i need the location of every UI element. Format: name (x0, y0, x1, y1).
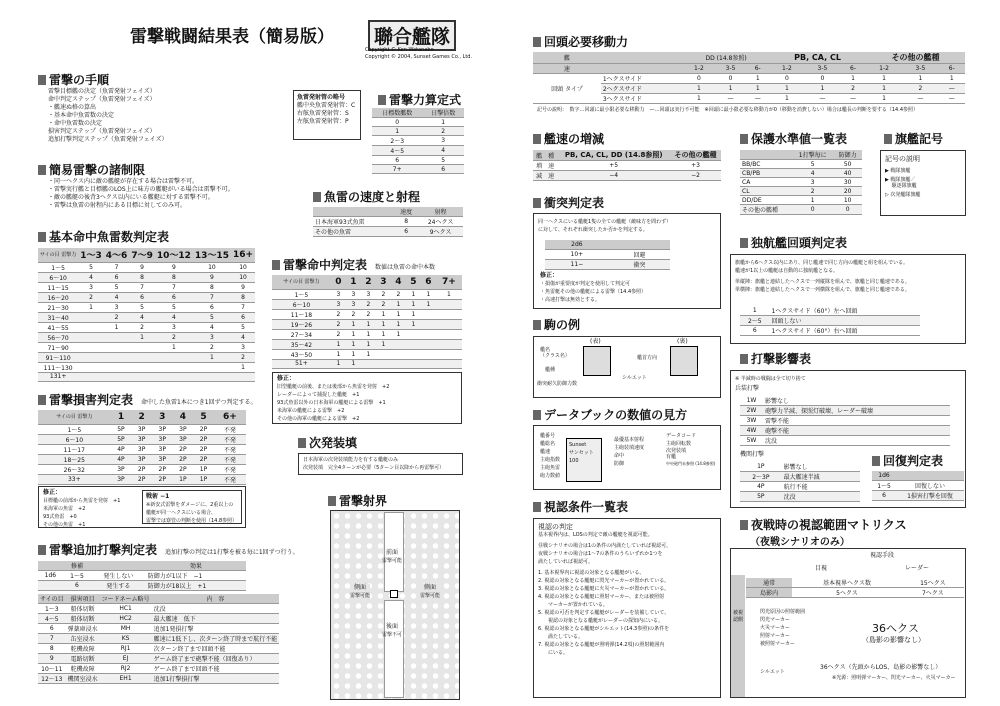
blow-box: ※ 半減時の戦闘は全て切り捨て 兵装打撃 (730, 370, 966, 508)
solo-heading: 独航艦回頭判定表 (740, 236, 847, 250)
piece-label-type: 艦種 (545, 367, 556, 373)
solo-table: 1 1ヘクスサイド（60°）左へ回頭 2〜5 回頭しない 6 1ヘクスサイド（60°）右へ回頭 (740, 306, 920, 336)
accel-table: 艦 種 PB, CA, CL, DD (14.8参照) その他の艦種 増 速 +5 +3 減 速 −4 −2 (533, 150, 721, 181)
databook-heading: データブックの数値の見方 (533, 408, 687, 422)
damage-heading: 雷撃損害判定表 命中した魚雷1本につき1回ずつ判定する。 (38, 393, 257, 410)
night-sil: シルエット (760, 669, 785, 675)
night-side: 被視認側 (733, 610, 744, 623)
arc-rear: 後面 雷撃不可 (382, 623, 403, 638)
flag-box: 記号の説明 ▶ 戦隊旗艦 ▶ 戦隊旗艦／ 駆逐隊旗艦 ▷ 次発艦隊旗艦 (880, 150, 966, 216)
collision-heading: 衝突判定表 (533, 196, 604, 210)
night-sil-note: ※光源：照明弾マーカー、閃光マーカー、火災マーカー (832, 675, 956, 681)
piece-back-label: (裏) (677, 338, 688, 345)
hit-table: サイの目 雷撃力 0 1 2 3 4 5 6 7+ 1〜5 3 3 3 2 2 1 1 1 6〜10 3 3 2 2 1 1 1 11〜18 2 2 2 1 1 1 19〜26 2 1 1 1 1 1 27〜34 2 1 1 1 1 35〜42 1 1 1 1 43〜50 1 1 1 51+ 1 1 (272, 275, 462, 369)
procedure-list: 雷撃目標艦の決定（魚雷発射フェイズ） 命中判定ステップ（魚雷発射フェイズ） ・艦速ぬ格の算出 ・基本命中魚雷数の決定 ・命中魚雷数の決定 損害判定ステップ（魚雷発射フェイズ） 追加打撃判定ステップ（魚雷発射フェイズ） (48, 88, 168, 143)
blow-table-2: 1P 影響なし 2〜3P 最大艦速半減 4P 航行不能 5P 沈没 (740, 462, 860, 502)
flag-heading: 旗艦記号 (884, 132, 943, 146)
night-group: 閃光原因の照射範囲 閃光マーカー 火災マーカー 照射マーカー 被照射マーカー (760, 609, 806, 647)
night-table: 通常 基本視界ヘクス数 15ヘクス 島影内 5ヘクス 7ヘクス (746, 578, 964, 598)
damage-table: サイの目 雷撃力 1 2 3 4 5 6+ 1〜5 5P 3P 3P 3P 2P 不発 6〜10 5P 3P 3P 3P 2P 不発 11〜17 4P 3P 3P 2P 2P 不発 18〜25 4P 3P 3P 2P 2P 不発 26〜32 3P 2P 2P 2P 1P 不発 33+ 3P 2P 2P 1P 1P 不発 (38, 410, 246, 485)
page-title: 雷撃戦闘結果表（簡易版） (130, 27, 334, 47)
damage-mods2: 戦術 −1 ※新安式雷撃をダメージに、2重以上の 艦艇が同一ヘクスにいる場合、 雷撃では寮管の判断を使用（14.8参照） (142, 490, 242, 524)
hit-mods: 修正： 旧型艦艇の前後、または後部から魚雷を発射 +2 レーダーによって捕捉した艦艇 +1 93式魚雷以外の日本海軍の艦艇による雷撃 +1 米海軍の艦艇による雷撃 +2 その他の海軍の艦艇による雷撃 +2 (272, 372, 462, 424)
piece-front-label: (表) (590, 338, 601, 345)
arc-ship-marker (390, 590, 398, 598)
blow-heading: 打撃影響表 (740, 352, 811, 366)
protect-table: 1打撃毎に 防御力 BB/BC 5 50 CB/PB 4 40 CA 3 30 CL 2 20 DD/DE 1 10 その他の艦種 0 0 (740, 150, 862, 215)
piece-label-dir: 艦首方向 (637, 355, 658, 361)
night-side-bar (731, 575, 745, 697)
logo: 聯合艦隊 (368, 20, 456, 51)
simple-heading: 簡易雷撃の諸制限 (38, 163, 145, 177)
hit-heading: 雷撃命中判定表 数値は魚雷の命中本数 (272, 258, 435, 275)
power-table: 日標数艦数 日撃倍数 0 1 1 2 2〜3 3 4〜5 4 6 5 7+ 6 (372, 108, 464, 174)
turn-table: 艦 DD (14.8参照) PB, CA, CL その他の艦種 速 1-2 3-5 6- 1-2 3-5 6- 1-2 3-5 6- 回頭 タイプ 1ヘクスサイド 0 0 1 0 0 1 1 1 1 2ヘクスサイド 1 1 1 1 1 2 1 2 — 3ヘクスサイド 1 — — 1 — — 1 — — (533, 52, 965, 104)
databook-mid: 最優基本射程 主砲装填速度 命中 防御 (614, 437, 645, 467)
lookout-box: 視認の判定 基本視界内は、LOSの判定で敵の艦艇を視認可能。 昼戦シナリオの場合は1の条件の内満たしていれば視認可。 夜戦シナリオの場合は1〜7の条件のうちいずれか1つを 満たしていれば視認可。 1. 基本視界内に視認の対象となる艦艇がいる。 2. 視認の対象となる艦艇に閃光マーカーが置かれている。 3. 視認の対象となる艦艇に火災マーカーが置かれている。 4. 視認の対象となる艦艇に照射マーカー、または被照射 マーカーが置かれている。 5. 視認の可否を判定する艦艇がレーダーを装備していて、 視認の対象となる艦艇がレーダーの探知内にいる。 6. 視認の対象となる艦艇がシルエット(14.3参照)の条件を 満たしている。 7. 視認の対象となる艦艇が照明弾(14.2項)の照射範囲内 にいる。 (533, 518, 721, 698)
extra-table: サイの目 損害項目 コードネーム略号 内 容 1〜3 船体切断 HC1 沈没 4〜5 船体切断 HC2 最大艦速 低下 6 弾薬庫浸水 MH 追加1発損打撃 7 缶室浸水 KS 艦速に1低下し、次ターン終了時まで航行不能 8 舵機故障 RJ1 次ターン終了まで回頭不能 9 電路切断 EJ ゲーム終了まで砲撃不能（回復あり） 10〜11 舵機故障 RJ2 ゲーム終了まで回頭不能 12〜13 機関室浸水 EH1 追加1打撃損打撃 (40, 596, 278, 683)
piece-label-name: 艦名 （クラス名） (540, 347, 570, 359)
databook-card: Sunset サンセット 100 (566, 438, 602, 482)
procedure-heading: 雷撃の手順 (38, 73, 109, 87)
lookout-heading: 視認条件一覧表 (533, 500, 628, 514)
collision-box: 同一ヘクスにいる艦艇1隻の全ての艦艇（敵味方を問わず） に対して、それぞれ衝突したか否かを判定する。 (533, 213, 721, 309)
databook-left: 艦番号 艦総名 艦速 主砲指数 主砲魚雷 砲力数値 (540, 433, 561, 479)
blow-table-1: 1W 影響なし 2W 砲撃力半減、探照灯破壊、レーダー破壊 3W 雷撃不能 4W 砲撃不能 5W 沈没 (740, 396, 950, 446)
night-group-value: 36ヘクス (872, 622, 919, 635)
solo-box: 旗艦から6ヘクス以内にあり、同じ艦速で同じ方向の艦艇と組を組んでいる。 艦速が1以上の艦艇は自動的に独航艦となる。 単縦陣：旗艦と連結したヘクスで一列縦隊を組んで、旗艦と同じ艦速である。 単横陣：旗艦と連結したヘクスで一列横隊を組んで、旗艦と同じ艦速である。 (730, 254, 966, 344)
turn-note: 記号の説明： 数字…回頭に最小限必要な移動力 —…回頭は実行不可能 ※回頭に最小限必要な移動力が0（移動を消費しない）場合は艦長の判断を要する（14.4参照） (537, 107, 919, 113)
collision-mods: 修正： ・損傷が重要度が判定を使用して判定可 ・魚雷艇その他の艦艇による雷撃（14.4参照） ・高速打撃は無効とする。 (540, 272, 647, 303)
speed-heading: 魚雷の速度と射程 (313, 190, 420, 204)
base-table: サイの目 雷撃力 1〜3 4〜6 7〜9 10〜12 13〜15 16+ 1〜5 5 7 9 9 10 10 6〜10 4 6 8 8 9 10 11〜15 3 5 7 7 8 9 16〜20 2 4 6 6 7 8 21〜30 1 3 5 5 6 7 31〜40 2 4 4 5 6 41〜55 1 2 3 4 5 56〜70 1 2 3 4 71〜90 1 2 3 91〜110 1 2 111〜130 1 131+ (40, 249, 254, 380)
night-sil-value: 36ヘクス（先頭からLOS、島影の影響なし） (820, 664, 942, 671)
arc-heading: 雷撃射界 (328, 494, 387, 508)
night-subtitle: （夜戦シナリオのみ） (750, 537, 850, 548)
recover-heading: 回復判定表 (872, 454, 943, 468)
power-heading: 雷撃力算定式 (378, 93, 461, 107)
collision-table: 2d6 10+ 回避 11− 衝突 (545, 240, 670, 270)
salvo-heading: 次発装填 (298, 436, 357, 450)
night-heading: 夜戦時の視認範囲マトリクス (740, 518, 907, 532)
salvo-box: 日本海軍の次発装填能力を有する艦艇のみ 次発装填 完全4ターンが必要（5ターン目以降から再雷撃可） (298, 453, 463, 475)
night-col-visual: 目視 (815, 565, 828, 572)
night-top: 視認手段 (870, 552, 895, 559)
piece-back-counter (670, 346, 698, 376)
databook-right: データコード 主砲回転数 次発装填 有艦 中央砲門未参照 (14.8参照) (666, 433, 716, 466)
extra-top-table: 修補 効果 1d6 1〜5 発生しない 防御力が1以下 −1 6 発生する 防御力が18以上 +1 (38, 561, 246, 591)
night-col-radar: レーダー (905, 565, 930, 572)
piece-label-sil: シルエット (622, 375, 647, 381)
arc-side-right: 側面 雷撃可能 (420, 584, 441, 599)
arc-rear-lane (384, 600, 404, 698)
piece-label-def: 衝突耐久防御力数 (537, 381, 578, 387)
base-heading: 基本命中魚雷数判定表 (38, 230, 169, 244)
protect-heading: 保護水準値一覧表 (740, 132, 847, 146)
accel-heading: 艦速の増減 (533, 132, 604, 146)
speed-table: 速度 射程 日本海軍93式魚雷 8 24ヘクス その他の魚雷 6 9ヘクス (313, 207, 463, 237)
piece-front-counter (583, 346, 611, 376)
arc-front: 前面 雷撃可能 (382, 549, 403, 564)
night-group-value2: （島影の影響なし） (862, 636, 925, 644)
symbols-box: 魚雷発射管の略号 艦中央魚雷発射管：C 右舷魚雷発射管：S 左舷魚雷発射管：P (293, 90, 361, 140)
copyright-2: Copyright © 2004, Sunset Games Co., Ltd. (365, 54, 473, 60)
extra-heading: 雷撃追加打撃判定表 追加打撃の判定は1打撃を被る毎に1回ずつ行う。 (38, 543, 299, 560)
simple-list: ・同一ヘクス内に敵の艦艇が存在する場合は雷撃不可。 ・雷撃実行艦と目標艦のLOS上に味方の艦艇がいる場合は雷撃不可。 ・敵の艦艇の後背3ヘクス以内にいる艦艇に対する雷撃不可。 ・雷撃は魚雷の射程内にある目標に対してのみ可。 (48, 178, 234, 209)
blow-sub2: 機関打撃 (740, 451, 765, 458)
recover-table: 1d6 1〜5 回復しない 6 1損害打撃を回復 (872, 471, 964, 501)
piece-heading: 駒の例 (533, 318, 580, 332)
copyright-1: Copyright © Ken Watanabe (365, 47, 434, 53)
damage-mods: 修正： 目標艦の前部から魚雷を発射 +1 米海軍の魚雷 +2 93式魚雷 +0 その他の魚雷 +1 (38, 486, 246, 528)
arc-side-left: 側面 雷撃可能 (350, 584, 371, 599)
turn-heading: 回頭必要移動力 (533, 35, 628, 49)
